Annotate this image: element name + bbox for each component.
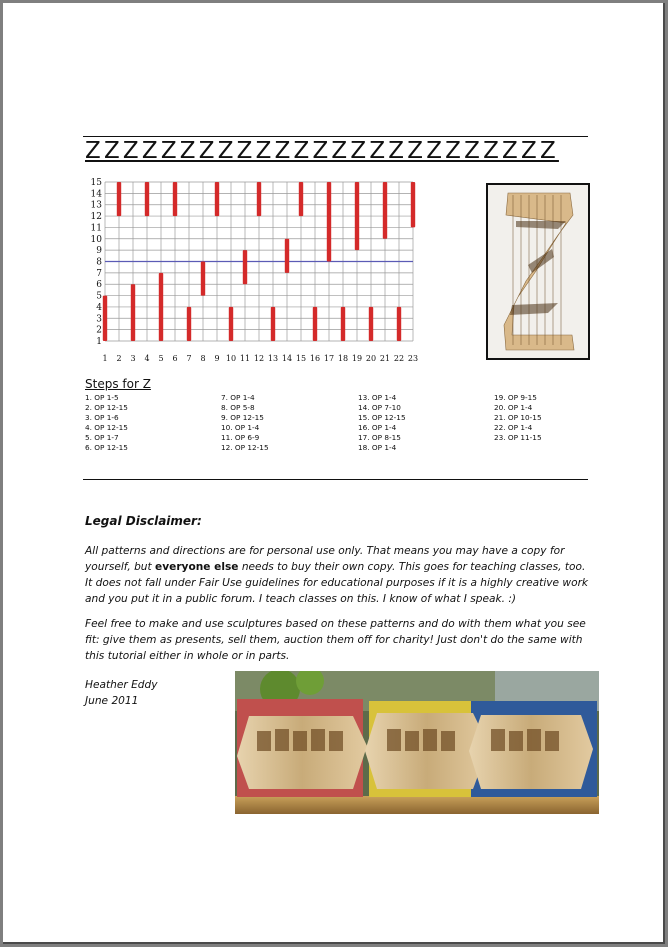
fold-bar bbox=[243, 250, 247, 284]
step-item: 10. OP 1-4 bbox=[221, 423, 260, 432]
steps-column-1 bbox=[85, 393, 128, 453]
folded-book-z-photo bbox=[486, 183, 590, 360]
step-item: 21. OP 10-15 bbox=[494, 413, 542, 422]
document-page bbox=[3, 3, 665, 944]
fold-bar bbox=[355, 182, 359, 250]
y-tick-label: 7 bbox=[96, 268, 102, 279]
step-item: 2. OP 12-15 bbox=[85, 403, 128, 412]
page-title: ZZZZZZZZZZZZZZZZZZZZZZZZZ bbox=[85, 138, 559, 164]
x-tick-label: 20 bbox=[365, 354, 377, 363]
fold-bar bbox=[397, 307, 401, 341]
x-tick-label: 4 bbox=[144, 354, 150, 363]
step-item: 9. OP 12-15 bbox=[221, 413, 264, 422]
x-tick-label: 14 bbox=[281, 354, 293, 363]
signature bbox=[85, 677, 158, 709]
x-tick-label: 17 bbox=[323, 354, 335, 363]
steps-heading: Steps for Z bbox=[85, 377, 151, 391]
fold-bar bbox=[145, 182, 149, 216]
y-tick-label: 4 bbox=[96, 302, 102, 313]
emphasis-text: everyone else bbox=[155, 561, 239, 573]
step-item: 18. OP 1-4 bbox=[358, 443, 397, 452]
fold-bar bbox=[173, 182, 177, 216]
fold-bar bbox=[341, 307, 345, 341]
x-tick-label: 10 bbox=[225, 354, 237, 363]
folded-books-alphabet-photo bbox=[235, 671, 599, 814]
x-tick-label: 9 bbox=[214, 354, 220, 363]
x-tick-label: 2 bbox=[116, 354, 122, 363]
x-tick-label: 16 bbox=[309, 354, 321, 363]
step-item: 17. OP 8-15 bbox=[358, 433, 401, 442]
author-name: Heather Eddy bbox=[85, 679, 158, 691]
fold-bar bbox=[215, 182, 219, 216]
x-tick-label: 23 bbox=[407, 354, 419, 363]
fold-bar bbox=[271, 307, 275, 341]
x-tick-label: 8 bbox=[200, 354, 206, 363]
step-item: 23. OP 11-15 bbox=[494, 433, 542, 442]
fold-bar bbox=[257, 182, 261, 216]
x-tick-label: 1 bbox=[102, 354, 108, 363]
y-tick-label: 6 bbox=[96, 280, 102, 291]
fold-bar bbox=[229, 307, 233, 341]
bottom-divider bbox=[83, 479, 588, 480]
fold-bar bbox=[201, 262, 205, 296]
step-item: 22. OP 1-4 bbox=[494, 423, 533, 432]
x-tick-label: 6 bbox=[172, 354, 178, 363]
fold-bar bbox=[131, 284, 135, 341]
step-item: 7. OP 1-4 bbox=[221, 393, 255, 402]
y-tick-label: 13 bbox=[90, 200, 102, 211]
disclaimer-paragraph-1: All patterns and directions are for personal use only. That means you may have a copy for yourself, but everyone else needs to buy their own copy. This goes for teaching classes, too. It does not fall under Fair Use guidelines for educational purposes if it is a highly creative work and you put it in a public forum. I teach classes on this. I know of what I speak. :) bbox=[85, 545, 589, 605]
x-tick-label: 18 bbox=[337, 354, 349, 363]
fold-pattern-chart bbox=[83, 176, 423, 366]
step-item: 19. OP 9-15 bbox=[494, 393, 537, 402]
signature-date: June 2011 bbox=[85, 695, 139, 707]
x-tick-label: 11 bbox=[239, 354, 251, 363]
x-tick-label: 15 bbox=[295, 354, 307, 363]
step-item: 6. OP 12-15 bbox=[85, 443, 128, 452]
top-divider bbox=[83, 136, 588, 137]
step-item: 1. OP 1-5 bbox=[85, 393, 119, 402]
y-tick-label: 14 bbox=[90, 189, 102, 200]
step-item: 8. OP 5-8 bbox=[221, 403, 255, 412]
step-item: 13. OP 1-4 bbox=[358, 393, 397, 402]
fold-bar bbox=[369, 307, 373, 341]
x-tick-label: 22 bbox=[393, 354, 405, 363]
step-item: 4. OP 12-15 bbox=[85, 423, 128, 432]
x-tick-label: 7 bbox=[186, 354, 192, 363]
fold-bar bbox=[299, 182, 303, 216]
x-tick-label: 3 bbox=[130, 354, 136, 363]
fold-bar bbox=[159, 273, 163, 341]
steps-column-3 bbox=[358, 393, 406, 453]
step-item: 20. OP 1-4 bbox=[494, 403, 533, 412]
step-item: 14. OP 7-10 bbox=[358, 403, 401, 412]
y-tick-label: 15 bbox=[90, 178, 102, 188]
step-item: 5. OP 1-7 bbox=[85, 433, 119, 442]
y-tick-label: 2 bbox=[96, 325, 102, 336]
step-item: 12. OP 12-15 bbox=[221, 443, 269, 452]
fold-bar bbox=[103, 296, 107, 341]
y-tick-label: 8 bbox=[96, 257, 102, 268]
x-tick-label: 12 bbox=[253, 354, 265, 363]
y-tick-label: 10 bbox=[90, 234, 102, 245]
x-tick-label: 19 bbox=[351, 354, 363, 363]
y-tick-label: 1 bbox=[96, 337, 102, 347]
y-tick-label: 3 bbox=[96, 314, 102, 325]
y-tick-label: 9 bbox=[96, 246, 102, 257]
step-item: 16. OP 1-4 bbox=[358, 423, 397, 432]
y-tick-label: 12 bbox=[90, 212, 102, 223]
x-tick-label: 13 bbox=[267, 354, 279, 363]
disclaimer-paragraph-2: Feel free to make and use sculptures based on these patterns and do with them what you see fit: give them as presents, sell them, auction them off for charity! Just don't do the same with this tutorial either in whole or in parts. bbox=[85, 618, 586, 662]
fold-bar bbox=[187, 307, 191, 341]
y-tick-label: 5 bbox=[96, 291, 102, 302]
fold-bar bbox=[313, 307, 317, 341]
step-item: 3. OP 1-6 bbox=[85, 413, 119, 422]
x-tick-label: 21 bbox=[379, 354, 391, 363]
steps-column-4 bbox=[494, 393, 542, 443]
fold-bar bbox=[327, 182, 331, 262]
x-tick-label: 5 bbox=[158, 354, 164, 363]
disclaimer-heading: Legal Disclaimer: bbox=[85, 514, 202, 528]
fold-bar bbox=[117, 182, 121, 216]
steps-column-2 bbox=[221, 393, 269, 453]
y-tick-label: 11 bbox=[90, 223, 102, 234]
step-item: 15. OP 12-15 bbox=[358, 413, 406, 422]
step-item: 11. OP 6-9 bbox=[221, 433, 260, 442]
fold-bar bbox=[383, 182, 387, 239]
fold-bar bbox=[411, 182, 415, 227]
fold-bar bbox=[285, 239, 289, 273]
